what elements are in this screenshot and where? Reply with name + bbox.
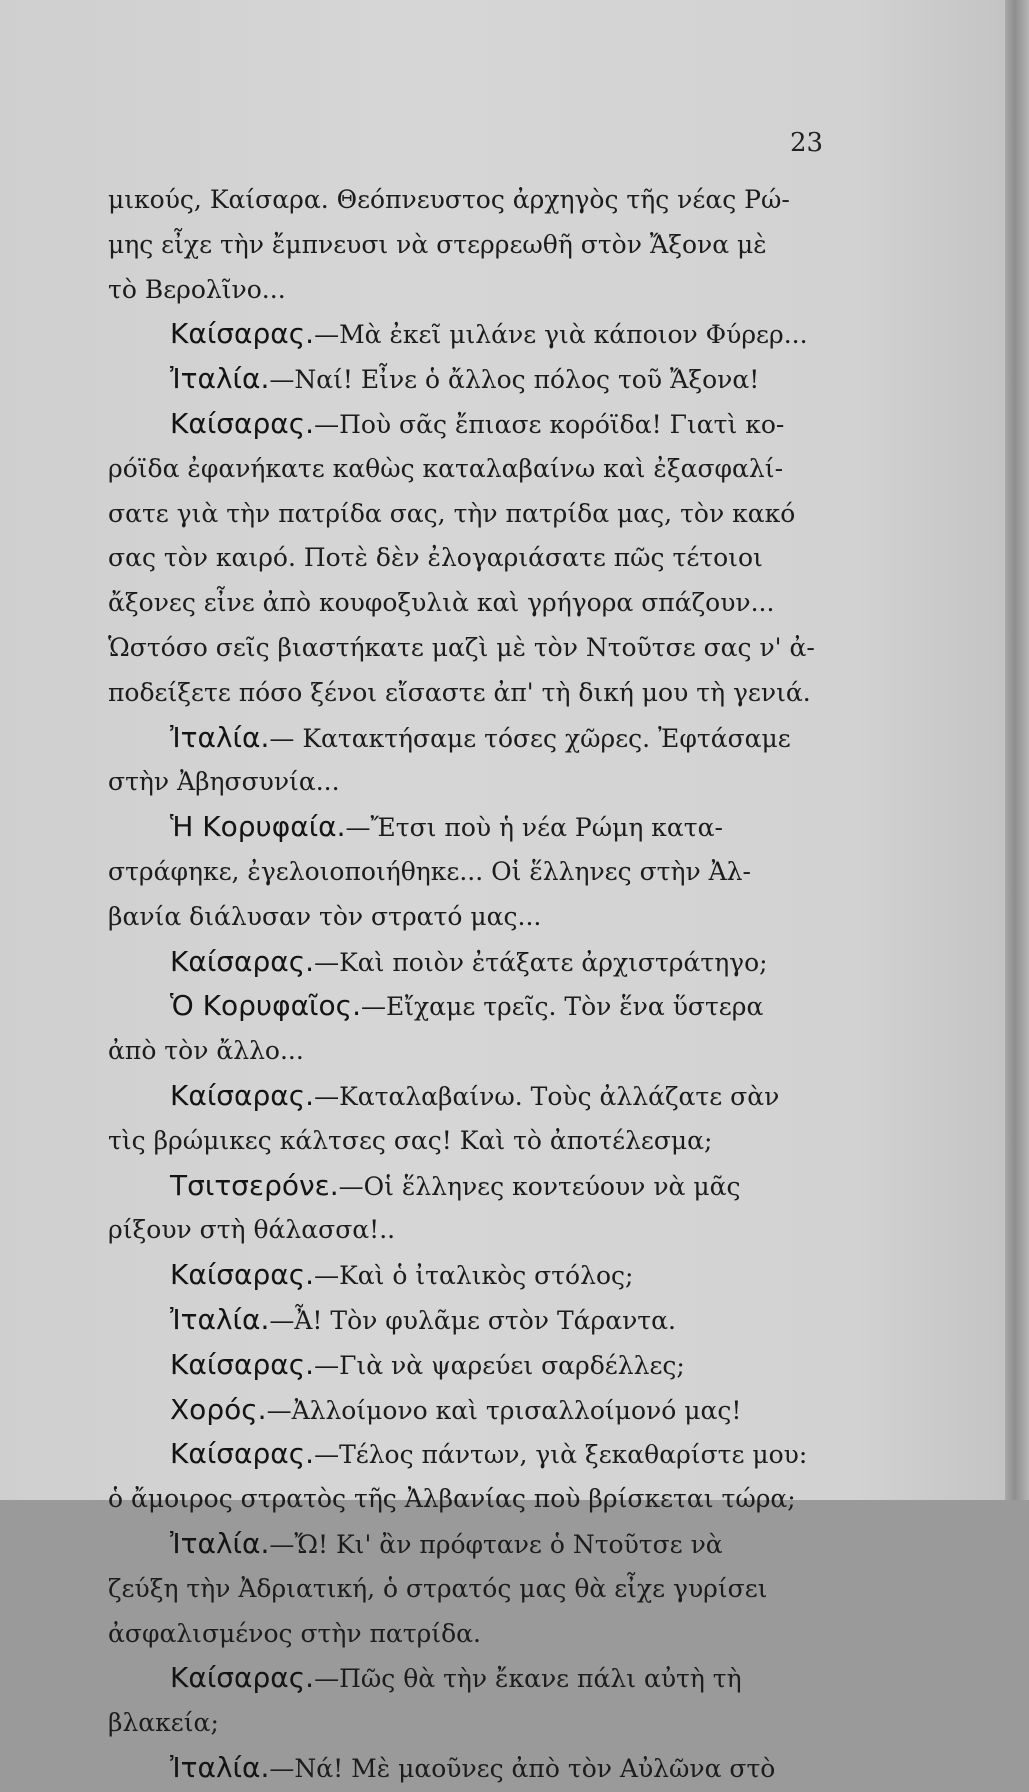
speaker-name: Καίσαρας. <box>170 1661 315 1695</box>
speaker-name: Ἰταλία. <box>170 1526 270 1560</box>
dialogue-dash: — <box>314 409 340 439</box>
text-line <box>108 492 848 537</box>
line-text: σας τὸν καιρό. Ποτὲ δὲν ἐλογαριάσατε πῶς τέτοιοι <box>108 543 763 573</box>
dialogue-dash: — <box>314 1440 340 1470</box>
line-text: Τέλος πάντων, γιὰ ξεκαθαρίστε μου: <box>339 1440 808 1470</box>
speaker-name: Τσιτσερόνε. <box>170 1168 339 1202</box>
dialogue-dash: — <box>314 1081 340 1111</box>
text-line <box>108 850 848 895</box>
dialogue-line <box>108 1388 848 1433</box>
speaker-name: Ἰταλία. <box>170 362 270 396</box>
line-text: Πῶς θὰ τὴν ἔκανε πάλι αὐτὴ τὴ <box>339 1664 742 1694</box>
dialogue-line <box>108 1746 848 1791</box>
speaker-name: Καίσαρας. <box>170 1078 315 1112</box>
dialogue-dash: — <box>314 1350 340 1380</box>
dialogue-line <box>108 357 848 402</box>
page-edge <box>1005 0 1029 1500</box>
dialogue-line <box>108 1522 848 1567</box>
line-text: μης εἶχε τὴν ἔμπνευσι νὰ στερρεωθῆ στὸν Ἄξονα μὲ <box>108 229 767 259</box>
dialogue-line <box>108 1432 848 1477</box>
speaker-name: Καίσαρας. <box>170 1347 315 1381</box>
dialogue-line <box>108 1074 848 1119</box>
dialogue-line <box>108 1343 848 1388</box>
text-line <box>108 895 848 940</box>
dialogue-dash: — <box>269 1529 295 1559</box>
dialogue-line <box>108 312 848 357</box>
line-text: Ἀλλοίμονο καὶ τρισαλλοίμονό μας! <box>291 1395 742 1425</box>
dialogue-dash: — <box>314 947 340 977</box>
dialogue-dash: — <box>269 1305 295 1335</box>
line-text: ζεύξη τὴν Ἀδριατική, ὁ στρατός μας θὰ εἶχε γυρίσει <box>108 1573 768 1603</box>
dialogue-dash: — <box>314 1664 340 1694</box>
dialogue-dash: — <box>338 1171 364 1201</box>
dialogue-line <box>108 984 848 1029</box>
text-line <box>108 1477 848 1522</box>
speaker-name: Ἰταλία. <box>170 1302 270 1336</box>
speaker-name: Καίσαρας. <box>170 406 315 440</box>
line-text: ὁ ἄμοιρος στρατὸς τῆς Ἀλβανίας ποὺ βρίσκεται τώρα; <box>108 1484 796 1514</box>
dialogue-dash: — <box>269 1753 295 1783</box>
line-text: Ποὺ σᾶς ἔπιασε κορόϊδα! Γιατὶ κο- <box>339 409 785 439</box>
line-text: βλακεία; <box>108 1708 219 1738</box>
line-text: Ἔτσι ποὺ ἡ νέα Ρώμη κατα- <box>370 813 723 843</box>
line-text: Ἆ! Τὸν φυλᾶμε στὸν Τάραντα. <box>294 1305 676 1335</box>
text-line <box>108 447 848 492</box>
text-line <box>108 1612 848 1657</box>
dialogue-line <box>108 940 848 985</box>
page-number: 23 <box>790 128 824 158</box>
line-text: σατε γιὰ τὴν πατρίδα σας, τὴν πατρίδα μας, τὸν κακό <box>108 498 796 528</box>
text-line <box>108 581 848 626</box>
text-line <box>108 1029 848 1074</box>
text-line <box>108 223 848 268</box>
line-text: μικούς, Καίσαρα. Θεόπνευστος ἀρχηγὸς τῆς νέας Ρώ- <box>108 185 790 214</box>
line-text: Γιὰ νὰ ψαρεύει σαρδέλλες; <box>339 1350 685 1380</box>
dialogue-line <box>108 716 848 761</box>
dialogue-dash: — <box>269 723 303 753</box>
dialogue-dash: — <box>266 1395 292 1425</box>
dialogue-line <box>108 1298 848 1343</box>
line-text: Ὤ! Κι' ἂν πρόφτανε ὁ Ντοῦτσε νὰ <box>294 1529 723 1559</box>
line-text: Μὰ ἐκεῖ μιλάνε γιὰ κάποιον Φύρερ... <box>339 320 808 350</box>
text-line <box>108 178 848 223</box>
line-text: Καὶ ποιὸν ἐτάξατε ἀρχιστράτηγο; <box>339 947 768 977</box>
speaker-name: Καίσαρας. <box>170 944 315 978</box>
line-text: ἀσφαλισμένος στὴν πατρίδα. <box>108 1618 481 1648</box>
speaker-name: Χορός. <box>170 1392 267 1426</box>
speaker-name: Ἰταλία. <box>170 1750 270 1784</box>
line-text: Ὡστόσο σεῖς βιαστήκατε μαζὶ μὲ τὸν Ντοῦτσε σας ν' ἀ- <box>108 632 815 662</box>
speaker-name: Ὁ Κορυφαῖος. <box>170 989 361 1023</box>
line-text: βανία διάλυσαν τὸν στρατό μας... <box>108 901 542 931</box>
text-line <box>108 1208 848 1253</box>
line-text: ρίξουν στὴ θάλασσα!.. <box>108 1215 396 1245</box>
line-text: Καταλαβαίνω. Τοὺς ἀλλάζατε σὰν <box>339 1081 780 1111</box>
line-text: Οἱ ἕλληνες κοντεύουν νὰ μᾶς <box>363 1171 741 1201</box>
dialogue-line <box>108 1164 848 1209</box>
dialogue-line <box>108 805 848 850</box>
line-text: Εἴχαμε τρεῖς. Τὸν ἕνα ὕστερα <box>385 992 764 1022</box>
dialogue-dash: — <box>360 992 386 1022</box>
speaker-name: Καίσαρας. <box>170 1437 315 1471</box>
line-text: τὸ Βερολῖνο... <box>108 274 286 304</box>
line-text: Καὶ ὁ ἰταλικὸς στόλος; <box>339 1261 634 1291</box>
dialogue-line <box>108 1253 848 1298</box>
line-text: Ναί! Εἶνε ὁ ἄλλος πόλος τοῦ Ἄξονα! <box>294 365 760 395</box>
text-line <box>108 1119 848 1164</box>
text-line <box>108 1567 848 1612</box>
line-text: τὶς βρώμικες κάλτσες σας! Καὶ τὸ ἀποτέλεσμα; <box>108 1125 713 1155</box>
text-line <box>108 760 848 805</box>
line-text: Νά! Μὲ μαοῦνες ἀπὸ τὸν Αὐλῶνα στὸ <box>294 1753 776 1783</box>
text-line <box>108 1701 848 1746</box>
line-text: ποδείξετε πόσο ξένοι εἴσαστε ἀπ' τὴ δική μου τὴ γενιά. <box>108 677 811 707</box>
line-text: Κατακτήσαμε τόσες χῶρες. Ἐφτάσαμε <box>302 723 791 753</box>
line-text: στράφηκε, ἐγελοιοποιήθηκε... Οἱ ἕλληνες στὴν Ἀλ- <box>108 856 751 886</box>
dialogue-dash: — <box>345 813 371 843</box>
line-text: στὴν Ἀβησσυνία... <box>108 767 340 797</box>
speaker-name: Ἰταλία. <box>170 720 270 754</box>
line-text: ἀπὸ τὸν ἄλλο... <box>108 1036 304 1066</box>
speaker-name: Καίσαρας. <box>170 1258 315 1292</box>
dialogue-dash: — <box>269 365 295 395</box>
dialogue-dash: — <box>314 320 340 350</box>
speaker-name: Καίσαρας. <box>170 317 315 351</box>
line-text: ἄξονες εἶνε ἀπὸ κουφοξυλιὰ καὶ γρήγορα σπάζουν... <box>108 588 775 618</box>
dialogue-line <box>108 1656 848 1701</box>
text-line <box>108 626 848 671</box>
dialogue-dash: — <box>314 1261 340 1291</box>
text-line <box>108 536 848 581</box>
line-text: ρόϊδα ἐφανήκατε καθὼς καταλαβαίνω καὶ ἐξασφαλί- <box>108 453 784 483</box>
text-line <box>108 268 848 313</box>
dialogue-line <box>108 402 848 447</box>
page-text <box>108 178 848 1791</box>
text-line <box>108 671 848 716</box>
speaker-name: Ἡ Κορυφαία. <box>170 810 346 844</box>
